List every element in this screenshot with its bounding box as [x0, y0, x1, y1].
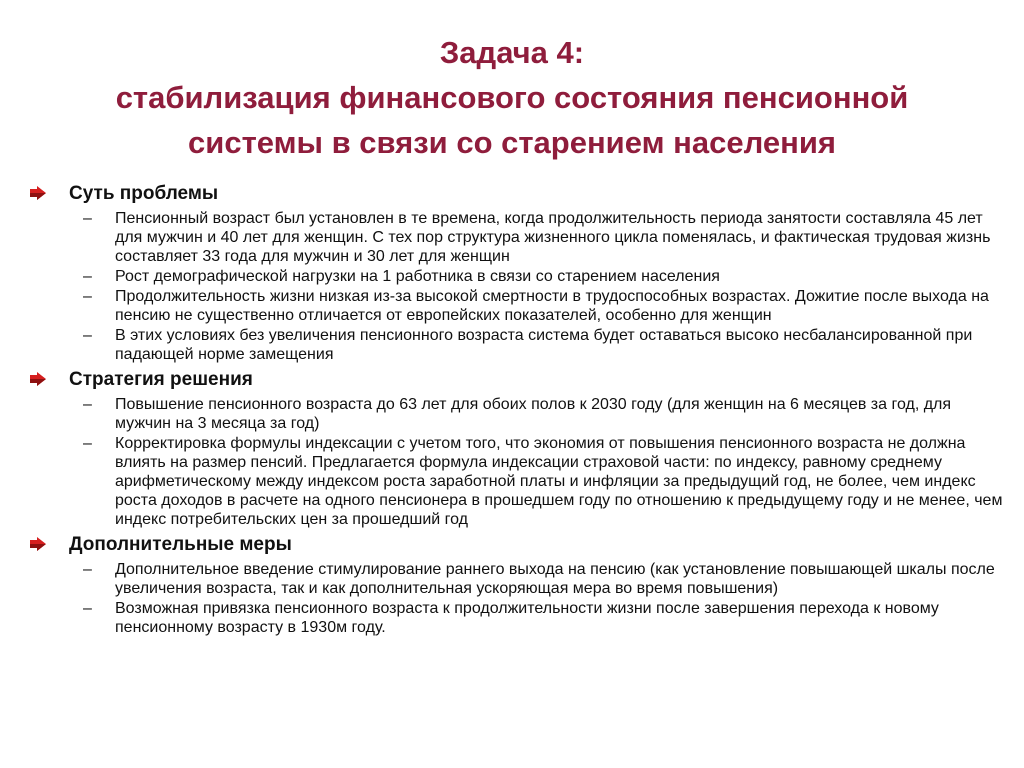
list-item-text: Продолжительность жизни низкая из-за высокой смертности в трудоспособных возрастах. Дожитие после выхода на пенсию не существенно отличается от европейских показателей, особенно для женщин [115, 288, 989, 324]
list-item [30, 287, 1005, 325]
section-heading-text: Дополнительные меры [69, 534, 292, 555]
section-strategy [30, 368, 1005, 529]
list-item-text: Повышение пенсионного возраста до 63 лет для обоих полов к 2030 году (для женщин на 6 месяцев за год, для мужчин на 3 месяца за год) [115, 396, 952, 432]
section-additional [30, 533, 1005, 637]
section-heading-text: Суть проблемы [69, 183, 219, 204]
list-item [30, 326, 1005, 364]
section-problem [30, 182, 1005, 364]
dash-marker: – [83, 268, 92, 285]
section-items [30, 395, 1005, 529]
section-items [30, 560, 1005, 637]
title-line-1: Задача 4: [439, 35, 585, 70]
section-heading [30, 182, 1005, 206]
list-item [30, 560, 1005, 598]
dash-marker: – [83, 435, 92, 452]
dash-marker: – [83, 600, 92, 617]
list-item [30, 267, 1005, 286]
title-line-3: системы в связи со старением населения [188, 125, 836, 160]
dash-marker: – [83, 396, 92, 413]
red-3d-arrow-icon [30, 186, 46, 200]
list-item-text: Корректировка формулы индексации с учетом того, что экономия от повышения пенсионного возраста не должна влиять на размер пенсий. Предлагается формула индексации страховой части: по индексу, равному среднему арифметическому между индексом роста заработной платы и инфляции за предыдущий год, не более, чем индекс роста доходов в расчете на одного пенсионера в прошедшем году по отношению к предыдущему году и не менее, чем индекс потребительских цен за прошедший год [115, 435, 1003, 528]
dash-marker: – [83, 327, 92, 344]
section-heading [30, 533, 1005, 557]
section-heading [30, 368, 1005, 392]
list-item-text: Возможная привязка пенсионного возраста к продолжительности жизни после завершения перехода к новому пенсионному возрасту в 1930м году. [115, 600, 939, 636]
slide-title [0, 30, 1024, 165]
list-item-text: Дополнительное введение стимулирование раннего выхода на пенсию (как установление повышающей шкалы после увеличения возраста, так и как дополнительная ускоряющая мера во время повышения) [115, 561, 995, 597]
section-heading-text: Стратегия решения [69, 369, 253, 390]
slide-content [30, 182, 1005, 641]
list-item-text: Пенсионный возраст был установлен в те времена, когда продолжительность периода занятости составляла 45 лет для мужчин и 40 лет для женщин. С тех пор структура жизненного цикла поменялась, и фактическая трудовая жизнь составляет 33 года для мужчин и 30 лет для женщин [115, 210, 991, 265]
list-item [30, 209, 1005, 266]
list-item-text: Рост демографической нагрузки на 1 работника в связи со старением населения [115, 268, 720, 285]
dash-marker: – [83, 210, 92, 227]
red-3d-arrow-icon [30, 537, 46, 551]
title-line-2: стабилизация финансового состояния пенсионной [115, 80, 909, 115]
dash-marker: – [83, 288, 92, 305]
list-item-text: В этих условиях без увеличения пенсионного возраста система будет оставаться высоко несбалансированной при падающей норме замещения [115, 327, 973, 363]
red-3d-arrow-icon [30, 372, 46, 386]
list-item [30, 434, 1005, 529]
list-item [30, 599, 1005, 637]
dash-marker: – [83, 561, 92, 578]
list-item [30, 395, 1005, 433]
section-items [30, 209, 1005, 364]
